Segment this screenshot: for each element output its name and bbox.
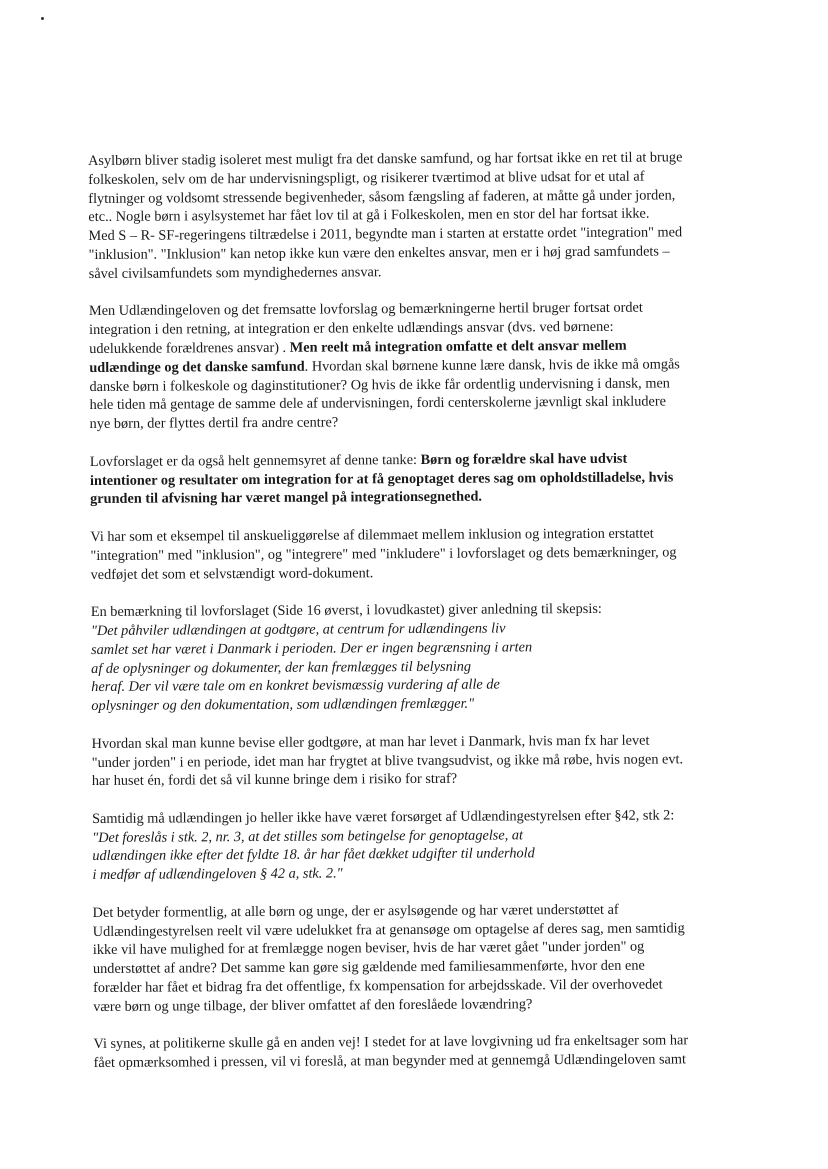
- text-line: forælder har fået et bidrag fra det offentlige, fx kompensation for arbejdsskade. Vil der overhovedet: [93, 976, 663, 997]
- text-line: integration i den retning, at integration er den enkelte udlændings ansvar (dvs. ved børnene:: [89, 318, 614, 339]
- quote-line: oplysninger og den dokumentation, som udlændingen fremlægger.": [91, 695, 475, 715]
- quote-line: udlændingen ikke efter det fyldte 18. år har fået dækket udgifter til underhold: [92, 845, 535, 865]
- text-line: såvel civilsamfundets som myndighedernes ansvar.: [88, 263, 382, 282]
- text-line: "integration" med "inklusion", og "integrere" med "inkludere" i lovforslaget og dets bemærkninger, og: [90, 544, 677, 564]
- text-line: ikke vil have mulighed for at fremlægge nogen beviser, hvis de har været gået "under jorden" og: [92, 939, 645, 959]
- paragraph-8: [93, 900, 746, 1017]
- text-line: En bemærkning til lovforslaget (Side 16 øverst, i lovudkastet) giver anledning til skepsis:: [90, 600, 602, 621]
- text-line: Hvordan skal man kunne bevise eller godtgøre, at man har levet i Danmark, hvis man fx har levet: [91, 732, 650, 752]
- quote-line: heraf. Der vil være tale om en konkret bevismæssig vurdering af alle de: [91, 676, 500, 696]
- text-line: hele tiden må gentage de samme dele af undervisningen, fordi centerskolerne jævnligt skal inkludere: [89, 393, 667, 414]
- text-line: flytninger og voldsomt stressende begivenheder, såsom fængsling af faderen, at måtte gå under jorden,: [88, 187, 676, 207]
- quote-line: "Det foreslås i stk. 2, nr. 3, at det stilles som betingelse for genoptagelse, at: [92, 827, 524, 846]
- quote-line: af de oplysninger og dokumenter, der kan fremlægges til belysning: [91, 658, 472, 677]
- text-line: vedføjet det som et selvstændigt word-dokument.: [90, 564, 374, 583]
- text-line: Asylbørn bliver stadig isoleret mest muligt fra det danske samfund, og har fortsat ikke en ret til at bruge: [88, 149, 683, 169]
- paragraph-3: [90, 449, 742, 509]
- text-line: har huset én, fordi det så vil kunne bringe dem i risiko for straf?: [91, 771, 458, 790]
- quote-line: "Det påhviler udlændingen at godtgøre, at centrum for udlændingens liv: [90, 620, 506, 639]
- paragraph-4: [90, 524, 742, 584]
- text-line: Vi synes, at politikerne skulle gå en anden vej! I stedet for at lave lovgivning ud fra enkeltsager som har: [93, 1032, 689, 1053]
- bold-text-line: intentioner og resultater om integration for at få genoptaget deres sag om opholdstilladelse, hvis: [89, 468, 674, 489]
- quote-line: samlet set har været i Danmark i perioden. Der er ingen begrænsning i arten: [90, 639, 533, 658]
- text-line: Udlændingestyrelsen reelt vil være udelukket fra at genansøge om optagelse af deres sag, men samtidig: [92, 920, 685, 940]
- text-line: Det betyder formentlig, at alle børn og unge, der er asylsøgende og har været understøttet af: [92, 901, 619, 921]
- text-line: Vi har som et eksempel til anskueliggørelse af dilemmaet mellem inklusion og integration erstattet: [90, 525, 654, 545]
- bold-text-line: grunden til afvisning har været mangel på integrationsegnethed.: [90, 488, 483, 508]
- text-line: Med S – R- SF-regeringens tiltrædelse i 2011, begyndte man i starten at erstatte ordet "integration" med: [88, 224, 683, 245]
- paragraph-7: [92, 806, 744, 885]
- text-line: Samtidig må udlændingen jo heller ikke have været forsørget af Udlændingestyrelsen efter §42, stk 2:: [92, 807, 675, 827]
- text-run: . Hvordan skal børnene kunne lære dansk, hvis de ikke må omgås: [304, 356, 680, 375]
- text-line: understøttet af andre? Det samme kan gøre sig gældende med familiesammenførte, hvor den ene: [92, 957, 645, 978]
- paragraph-1: [88, 148, 741, 284]
- bold-text-run: udlændinge og det danske samfund: [89, 358, 305, 376]
- quote-line: i medfør af udlændingeloven § 42 a, stk. 2.": [92, 865, 343, 884]
- text-line: være børn og unge tilbage, der bliver omfattet af den foreslåede lovændring?: [93, 996, 533, 1015]
- text-line: Men Udlændingeloven og det fremsatte lovforslag og bemærkningerne hertil bruger fortsat ordet: [88, 299, 643, 320]
- bold-text-run: Børn og forældre skal have udvist: [420, 450, 628, 468]
- text-run: udelukkende forældrenes ansvar) .: [89, 339, 290, 357]
- paragraph-9: [93, 1031, 745, 1073]
- text-line: "inklusion". "Inklusion" kan netop ikke kun være den enkeltes ansvar, men er i høj grad samfundets –: [88, 243, 670, 263]
- bold-text-run: Men reelt må integration omfatte et delt ansvar mellem: [289, 337, 627, 356]
- scan-speck: [41, 17, 44, 20]
- text-line: nye børn, der flyttes dertil fra andre centre?: [89, 414, 339, 433]
- paragraph-5: [91, 599, 744, 716]
- document-body: [88, 148, 746, 1092]
- text-line: fået opmærksomhed i pressen, vil vi foreslå, at man begynder med at gennemgå Udlændingeloven samt: [93, 1051, 686, 1072]
- paragraph-6: [92, 731, 744, 791]
- text-line: danske børn i folkeskole og daginstitutioner? Og hvis de ikke får ordentlig undervisning i dansk, men: [89, 375, 670, 395]
- paragraph-2: [89, 298, 742, 434]
- text-line: etc.. Nogle børn i asylsystemet har fået lov til at gå i Folkeskolen, men en stor del har fortsat ikke.: [88, 205, 650, 226]
- text-run: Lovforslaget er da også helt gennemsyret af denne tanke:: [89, 451, 421, 470]
- text-line: folkeskolen, selv om de har undervisningspligt, og risikerer tværtimod at blive udsat for et utal af: [88, 168, 645, 188]
- text-line: "under jorden" i en periode, idet man har frygtet at blive tvangsudvist, og ikke må røbe, hvis nogen evt.: [91, 750, 684, 771]
